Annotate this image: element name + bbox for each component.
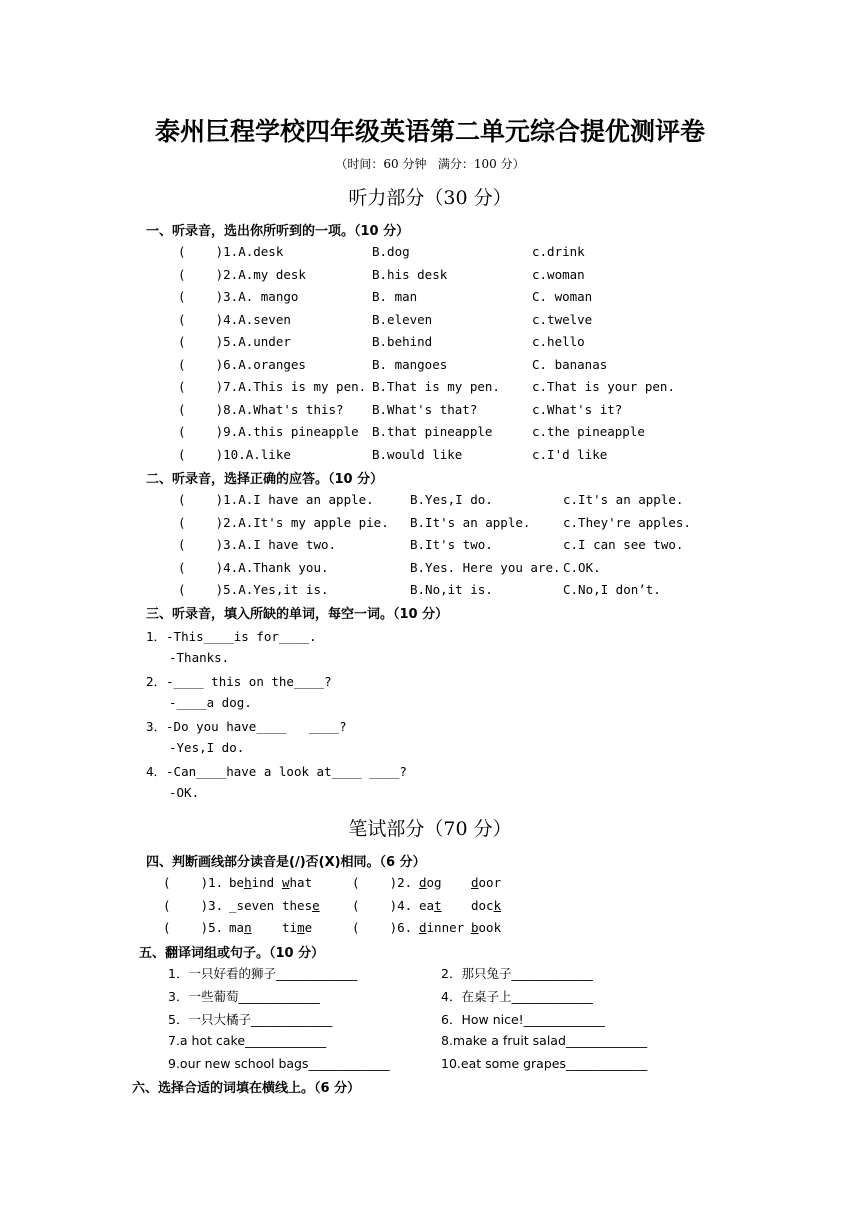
question-option-c: c.What's it? <box>532 401 623 417</box>
translation-item: 2．那只兔子_____________ <box>441 966 593 981</box>
question-option-a: ( )4.A.seven <box>178 311 291 327</box>
question-option-a: ( )5.A.under <box>178 334 291 349</box>
response-option-a: ( )1.A.I have an apple. <box>178 492 374 507</box>
fill-blank-line: 1．-This____is for____. <box>146 629 317 644</box>
fill-blank-line: -Yes,I do. <box>169 739 245 755</box>
translation-item: 6．How nice!_____________ <box>441 1012 605 1027</box>
translation-item: 7.a hot cake_____________ <box>168 1033 327 1048</box>
response-option-a: ( )5.A.Yes,it is. <box>178 582 329 597</box>
underlined-letter: n <box>244 920 252 935</box>
word-part: ook <box>478 920 502 935</box>
underlined-letter: w <box>282 875 290 890</box>
word-part: ma <box>229 920 245 935</box>
question-option-a: ( )9.A.this pineapple <box>178 424 359 439</box>
section-3-heading: 三、听录音，填入所缺的单词，每空一词。（10 分） <box>146 607 449 622</box>
question-option-c: c.the pineapple <box>532 424 645 439</box>
word-part: oor <box>478 875 502 890</box>
word-part: ti <box>282 920 298 935</box>
section-2-heading: 二、听录音，选择正确的应答。（10 分） <box>146 472 384 487</box>
word-1 <box>229 875 274 890</box>
judge-number: ( )3. <box>163 897 224 913</box>
fill-blank-line: -____a dog. <box>169 694 252 710</box>
question-option-b: B.would like <box>372 446 463 462</box>
question-option-b: B.eleven <box>372 311 433 327</box>
question-option-a: ( )6.A.oranges <box>178 356 306 372</box>
underlined-letter: d <box>419 875 427 890</box>
translation-item: 3．一些葡萄_____________ <box>168 989 320 1004</box>
word-part: inner <box>426 920 465 935</box>
exam-info: （时间：60 分钟 满分：100 分） <box>335 157 525 171</box>
underlined-letter: k <box>493 897 502 913</box>
question-option-a: ( )2.A.my desk <box>178 266 306 282</box>
fill-blank-line: 2．-____ this on the____? <box>146 674 332 689</box>
word-part: thes <box>282 897 313 913</box>
word-3 <box>419 920 464 935</box>
word-part: be <box>229 875 245 890</box>
response-option-a: ( )3.A.I have two. <box>178 537 337 552</box>
response-option-b: B.Yes,I do. <box>410 492 493 507</box>
word-2 <box>282 920 312 935</box>
word-4 <box>471 875 501 890</box>
underlined-letter: t <box>434 897 442 913</box>
response-option-c: C.OK. <box>563 559 601 575</box>
question-option-a: ( )1.A.desk <box>178 244 284 259</box>
response-option-a: ( )2.A.It's my apple pie. <box>178 514 389 530</box>
word-4 <box>471 898 501 913</box>
question-option-b: B. man <box>372 289 418 304</box>
question-option-c: c.drink <box>532 244 585 259</box>
judge-number: ( )5. <box>163 920 224 935</box>
response-option-b: B.Yes. Here you are. <box>410 559 561 575</box>
fill-blank-line: -OK. <box>169 784 200 800</box>
underlined-letter: h <box>244 875 252 890</box>
translation-item: 8.make a fruit salad_____________ <box>441 1033 648 1048</box>
section-1-heading: 一、听录音，选出你所听到的一项。（10 分） <box>146 224 410 239</box>
section-5-heading: 五、翻译词组或句子。（10 分） <box>139 946 325 961</box>
word-1 <box>229 898 274 913</box>
word-part: doc <box>471 897 494 913</box>
question-option-b: B.dog <box>372 244 410 259</box>
question-option-b: B.behind <box>372 334 433 349</box>
word-part: e <box>304 920 313 935</box>
underlined-letter: d <box>471 875 479 890</box>
word-2 <box>282 898 320 913</box>
question-option-b: B.his desk <box>372 266 448 282</box>
response-option-c: c.It's an apple. <box>563 492 684 507</box>
question-option-c: c.woman <box>532 266 585 282</box>
fill-blank-line: 3．-Do you have____ ____? <box>146 719 347 734</box>
response-option-c: c.I can see two. <box>563 537 684 552</box>
judge-number: ( )4. <box>352 897 413 913</box>
question-option-c: C. woman <box>532 289 593 304</box>
judge-number: ( )6. <box>352 920 413 935</box>
question-option-b: B.That is my pen. <box>372 379 500 394</box>
question-option-a: ( )3.A. mango <box>178 289 299 304</box>
section-4-heading: 四、判断画线部分读音是(/)否(X)相同。（6 分） <box>146 855 426 870</box>
word-1 <box>229 920 252 935</box>
question-option-c: c.That is your pen. <box>532 379 675 394</box>
word-3 <box>419 898 442 913</box>
underlined-letter: b <box>471 920 479 935</box>
word-4 <box>471 920 501 935</box>
word-part: og <box>426 875 442 890</box>
translation-item: 1．一只好看的狮子_____________ <box>168 966 358 981</box>
response-option-a: ( )4.A.Thank you. <box>178 559 329 575</box>
word-part: ind <box>251 875 275 890</box>
translation-item: 5．一只大橘子_____________ <box>168 1012 333 1027</box>
translation-item: 9.our new school bags_____________ <box>168 1056 390 1071</box>
underlined-letter: d <box>419 920 427 935</box>
word-part: _s <box>229 897 245 913</box>
question-option-a: ( )10.A.like <box>178 446 291 462</box>
response-option-b: B.It's two. <box>410 537 493 552</box>
question-option-a: ( )7.A.This is my pen. <box>178 379 367 394</box>
fill-blank-line: -Thanks. <box>169 649 230 665</box>
translation-item: 4．在桌子上_____________ <box>441 989 593 1004</box>
section-6-heading: 六、选择合适的词填在横线上。（6 分） <box>132 1081 361 1096</box>
judge-number: ( )2. <box>352 875 413 890</box>
response-option-c: C.No,I don’t. <box>563 582 661 597</box>
listening-header: 听力部分（30 分） <box>348 187 512 209</box>
underlined-letter: m <box>297 920 305 935</box>
question-option-c: c.I'd like <box>532 446 608 462</box>
response-option-b: B.It's an apple. <box>410 514 531 530</box>
question-option-b: B. mangoes <box>372 356 448 372</box>
translation-item: 10.eat some grapes_____________ <box>441 1056 648 1071</box>
underlined-letter: e <box>312 897 320 913</box>
writing-header: 笔试部分（70 分） <box>348 818 512 840</box>
word-part: even <box>244 897 275 913</box>
word-part: ea <box>419 897 435 913</box>
word-3 <box>419 875 442 890</box>
word-part: hat <box>289 875 313 890</box>
word-2 <box>282 875 312 890</box>
question-option-c: c.twelve <box>532 311 593 327</box>
question-option-a: ( )8.A.What's this? <box>178 401 344 417</box>
fill-blank-line: 4．-Can____have a look at____ ____? <box>146 764 407 779</box>
question-option-c: C. bananas <box>532 356 608 372</box>
question-option-b: B.that pineapple <box>372 424 493 439</box>
question-option-b: B.What's that? <box>372 401 478 417</box>
response-option-c: c.They're apples. <box>563 514 691 530</box>
judge-number: ( )1. <box>163 875 224 890</box>
question-option-c: c.hello <box>532 334 585 349</box>
response-option-b: B.No,it is. <box>410 582 493 597</box>
page-title: 泰州巨程学校四年级英语第二单元综合提优测评卷 <box>154 117 705 146</box>
